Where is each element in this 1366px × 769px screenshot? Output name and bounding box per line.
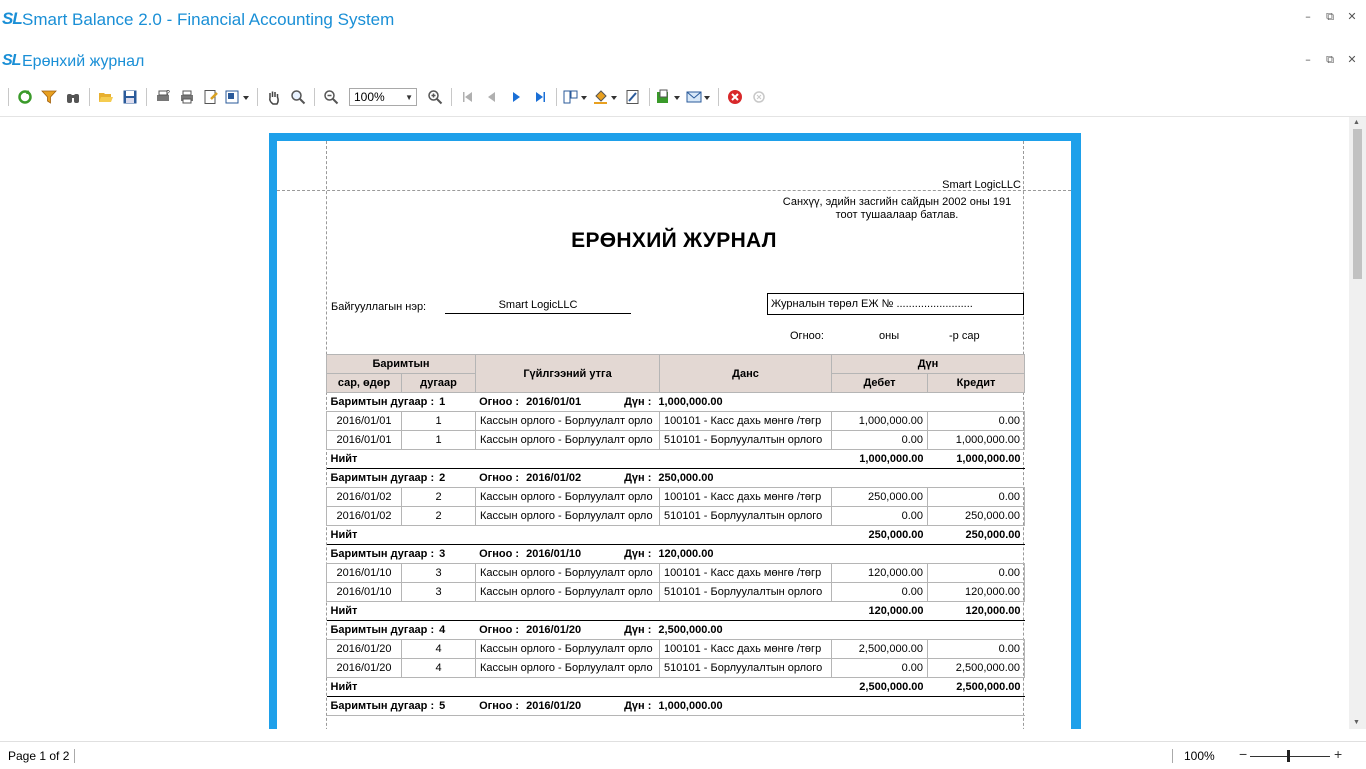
zoom-out-button[interactable] bbox=[320, 86, 342, 108]
export-button[interactable] bbox=[655, 86, 683, 108]
previous-page-icon bbox=[484, 89, 500, 105]
page-setup-icon bbox=[203, 89, 219, 105]
doc-number-label: Баримтын дугаар : bbox=[330, 472, 435, 484]
header-description: Гүйлгээний утга bbox=[476, 355, 660, 393]
page-info: Page 1 of 2 bbox=[8, 749, 70, 763]
table-row bbox=[327, 583, 1025, 602]
total-label: Нийт bbox=[327, 678, 832, 697]
cell-description: Кассын орлого - Борлуулалт орло bbox=[476, 488, 660, 507]
cell-date: 2016/01/20 bbox=[327, 659, 402, 678]
total-debit: 1,000,000.00 bbox=[832, 450, 928, 469]
zoom-level: 100% bbox=[1184, 749, 1215, 763]
document-logo: SL bbox=[2, 52, 21, 69]
group-amount-label: Дүн : bbox=[624, 548, 652, 560]
group-date-label: Огноо : bbox=[479, 700, 520, 712]
cell-number: 1 bbox=[402, 431, 476, 450]
cell-description: Кассын орлого - Борлуулалт орло bbox=[476, 564, 660, 583]
previous-page-button[interactable] bbox=[481, 86, 503, 108]
zoom-minus-icon[interactable]: − bbox=[1239, 746, 1248, 762]
regulation-line-2: тоот тушаалаар батлав. bbox=[835, 209, 959, 221]
zoom-out-icon bbox=[323, 89, 339, 105]
cell-debit: 2,500,000.00 bbox=[832, 640, 928, 659]
paint-bucket-icon bbox=[593, 89, 619, 105]
group-header-row bbox=[327, 469, 1025, 488]
journal-table bbox=[326, 354, 1025, 716]
table-row bbox=[327, 640, 1025, 659]
group-date-label: Огноо : bbox=[479, 472, 520, 484]
scroll-thumb[interactable] bbox=[1353, 129, 1362, 279]
header-amount: Дүн bbox=[832, 355, 1025, 374]
total-row bbox=[327, 602, 1025, 621]
cell-credit: 0.00 bbox=[928, 412, 1025, 431]
regulation-note bbox=[757, 196, 1037, 222]
total-debit: 2,500,000.00 bbox=[832, 678, 928, 697]
vertical-scrollbar[interactable] bbox=[1349, 117, 1366, 729]
report-title: ЕРӨНХИЙ ЖУРНАЛ bbox=[571, 229, 777, 252]
doc-number: 1 bbox=[439, 396, 446, 408]
cell-number: 4 bbox=[402, 640, 476, 659]
regulation-line-1: Санхүү, эдийн засгийн сайдын 2002 оны 191 bbox=[782, 196, 1012, 208]
header-document: Баримтын bbox=[327, 355, 476, 374]
total-debit: 120,000.00 bbox=[832, 602, 928, 621]
cell-debit: 0.00 bbox=[832, 583, 928, 602]
first-page-button[interactable] bbox=[457, 86, 479, 108]
total-label: Нийт bbox=[327, 602, 832, 621]
zoom-select[interactable] bbox=[349, 88, 417, 106]
total-debit: 250,000.00 bbox=[832, 526, 928, 545]
app-logo: SL bbox=[2, 9, 22, 28]
status-separator bbox=[1172, 749, 1173, 763]
cell-number: 4 bbox=[402, 659, 476, 678]
cell-date: 2016/01/02 bbox=[327, 488, 402, 507]
doc-number-label: Баримтын дугаар : bbox=[330, 548, 435, 560]
cell-date: 2016/01/01 bbox=[327, 431, 402, 450]
hand-icon bbox=[266, 89, 282, 105]
app-window-controls bbox=[1302, 11, 1358, 23]
toolbar-separator bbox=[451, 88, 452, 106]
cell-account: 100101 - Касс дахь мөнгө /төгр bbox=[660, 640, 832, 659]
cell-credit: 1,000,000.00 bbox=[928, 431, 1025, 450]
doc-number: 3 bbox=[439, 548, 446, 560]
close-circle-icon bbox=[727, 89, 743, 105]
group-date: 2016/01/10 bbox=[526, 548, 582, 560]
report-page bbox=[277, 141, 1071, 729]
total-row bbox=[327, 678, 1025, 697]
hand-tool-button[interactable] bbox=[263, 86, 285, 108]
group-header bbox=[327, 393, 1025, 412]
svg-text:?: ? bbox=[166, 90, 170, 97]
last-page-icon bbox=[532, 89, 548, 105]
cell-account: 100101 - Касс дахь мөнгө /төгр bbox=[660, 488, 832, 507]
stop-button[interactable] bbox=[748, 86, 770, 108]
toolbar-separator bbox=[314, 88, 315, 106]
app-title-bar bbox=[0, 0, 1366, 40]
watermark-button[interactable] bbox=[622, 86, 644, 108]
doc-number: 4 bbox=[439, 624, 446, 636]
cell-debit: 250,000.00 bbox=[832, 488, 928, 507]
total-row bbox=[327, 526, 1025, 545]
journal-type-box: Журналын төрөл ЕЖ № ......................... bbox=[767, 293, 1024, 315]
toolbar-grip bbox=[8, 88, 9, 106]
journal-body bbox=[327, 393, 1025, 716]
zoom-in-icon bbox=[427, 89, 443, 105]
doc-number-label: Баримтын дугаар : bbox=[330, 396, 435, 408]
group-header bbox=[327, 545, 1025, 564]
table-row bbox=[327, 564, 1025, 583]
doc-restore-icon[interactable]: ⧉ bbox=[1326, 53, 1334, 66]
filter-button[interactable] bbox=[38, 86, 60, 108]
group-header bbox=[327, 697, 1025, 716]
print-button[interactable] bbox=[176, 86, 198, 108]
group-amount-label: Дүн : bbox=[624, 472, 652, 484]
page-setup-button[interactable] bbox=[200, 86, 222, 108]
export-icon bbox=[656, 89, 682, 105]
cell-account: 100101 - Касс дахь мөнгө /төгр bbox=[660, 412, 832, 431]
cell-debit: 1,000,000.00 bbox=[832, 412, 928, 431]
document-title: Ерөнхий журнал bbox=[22, 53, 145, 70]
cell-account: 510101 - Борлуулалтын орлого bbox=[660, 507, 832, 526]
multiple-pages-icon bbox=[563, 89, 589, 105]
folder-open-icon bbox=[98, 89, 114, 105]
cell-description: Кассын орлого - Борлуулалт орло bbox=[476, 412, 660, 431]
zoom-slider-knob[interactable] bbox=[1287, 750, 1290, 762]
group-date: 2016/01/01 bbox=[526, 396, 582, 408]
header-credit: Кредит bbox=[928, 374, 1025, 393]
scroll-up-icon[interactable]: ▲ bbox=[1353, 119, 1360, 126]
toolbar-separator bbox=[89, 88, 90, 106]
cell-debit: 0.00 bbox=[832, 431, 928, 450]
group-header bbox=[327, 469, 1025, 488]
cell-number: 3 bbox=[402, 564, 476, 583]
group-header bbox=[327, 621, 1025, 640]
total-credit: 1,000,000.00 bbox=[928, 450, 1025, 469]
cell-date: 2016/01/01 bbox=[327, 412, 402, 431]
total-row bbox=[327, 450, 1025, 469]
group-amount: 120,000.00 bbox=[658, 548, 714, 560]
doc-number-label: Баримтын дугаар : bbox=[330, 700, 435, 712]
cell-description: Кассын орлого - Борлуулалт орло bbox=[476, 431, 660, 450]
group-amount: 1,000,000.00 bbox=[658, 700, 723, 712]
print-dialog-button[interactable] bbox=[152, 86, 174, 108]
zoom-select-value: 100% bbox=[354, 90, 385, 104]
company-header: Smart LogicLLC bbox=[942, 179, 1021, 191]
toolbar-separator bbox=[556, 88, 557, 106]
cell-credit: 0.00 bbox=[928, 488, 1025, 507]
header-date: сар, өдөр bbox=[327, 374, 402, 393]
group-date: 2016/01/20 bbox=[526, 624, 582, 636]
group-date-label: Огноо : bbox=[479, 396, 520, 408]
doc-number: 2 bbox=[439, 472, 446, 484]
page-color-button[interactable] bbox=[592, 86, 620, 108]
group-header-row bbox=[327, 545, 1025, 564]
cell-number: 2 bbox=[402, 488, 476, 507]
date-label: Огноо: bbox=[790, 330, 824, 342]
cell-description: Кассын орлого - Борлуулалт орло bbox=[476, 583, 660, 602]
group-date: 2016/01/20 bbox=[526, 700, 582, 712]
chevron-down-icon: ▼ bbox=[405, 92, 413, 102]
doc-number-label: Баримтын дугаар : bbox=[330, 624, 435, 636]
header-account: Данс bbox=[660, 355, 832, 393]
total-credit: 2,500,000.00 bbox=[928, 678, 1025, 697]
cell-account: 510101 - Борлуулалтын орлого bbox=[660, 659, 832, 678]
toolbar-separator bbox=[146, 88, 147, 106]
total-credit: 120,000.00 bbox=[928, 602, 1025, 621]
cell-account: 510101 - Борлуулалтын орлого bbox=[660, 583, 832, 602]
binoculars-icon bbox=[65, 89, 81, 105]
group-header-row bbox=[327, 621, 1025, 640]
watermark-icon bbox=[625, 89, 641, 105]
preview-toolbar bbox=[0, 84, 1366, 110]
group-date-label: Огноо : bbox=[479, 624, 520, 636]
group-date-label: Огноо : bbox=[479, 548, 520, 560]
stop-icon bbox=[751, 89, 767, 105]
scroll-down-icon[interactable]: ▼ bbox=[1353, 719, 1360, 726]
cell-debit: 120,000.00 bbox=[832, 564, 928, 583]
cell-description: Кассын орлого - Борлуулалт орло bbox=[476, 640, 660, 659]
next-page-icon bbox=[508, 89, 524, 105]
cell-description: Кассын орлого - Борлуулалт орло bbox=[476, 659, 660, 678]
save-icon bbox=[122, 89, 138, 105]
total-label: Нийт bbox=[327, 450, 832, 469]
scale-button[interactable] bbox=[224, 86, 252, 108]
find-button[interactable] bbox=[62, 86, 84, 108]
header-number: дугаар bbox=[402, 374, 476, 393]
zoom-in-button[interactable] bbox=[424, 86, 446, 108]
scale-icon bbox=[225, 89, 251, 105]
cell-account: 100101 - Касс дахь мөнгө /төгр bbox=[660, 564, 832, 583]
group-header-row bbox=[327, 393, 1025, 412]
table-row bbox=[327, 659, 1025, 678]
magnifier-button[interactable] bbox=[287, 86, 309, 108]
cell-number: 1 bbox=[402, 412, 476, 431]
send-email-button[interactable] bbox=[685, 86, 713, 108]
org-label: Байгууллагын нэр: bbox=[331, 301, 427, 313]
cell-number: 2 bbox=[402, 507, 476, 526]
magnifier-icon bbox=[290, 89, 306, 105]
print-dialog-icon bbox=[155, 89, 171, 105]
multiple-pages-button[interactable] bbox=[562, 86, 590, 108]
minimize-icon[interactable]: – bbox=[1305, 10, 1311, 23]
table-row bbox=[327, 412, 1025, 431]
org-value: Smart LogicLLC bbox=[445, 299, 631, 314]
total-label: Нийт bbox=[327, 526, 832, 545]
cell-credit: 0.00 bbox=[928, 564, 1025, 583]
status-bar bbox=[0, 741, 1366, 769]
table-row bbox=[327, 431, 1025, 450]
cell-debit: 0.00 bbox=[832, 659, 928, 678]
zoom-plus-icon[interactable]: + bbox=[1334, 746, 1343, 762]
save-button[interactable] bbox=[119, 86, 141, 108]
cell-credit: 250,000.00 bbox=[928, 507, 1025, 526]
document-window-controls bbox=[1302, 54, 1358, 66]
cell-credit: 2,500,000.00 bbox=[928, 659, 1025, 678]
first-page-icon bbox=[460, 89, 476, 105]
cell-credit: 0.00 bbox=[928, 640, 1025, 659]
date-year-suffix: оны bbox=[879, 330, 900, 342]
doc-close-icon[interactable]: ✕ bbox=[1347, 53, 1357, 66]
close-icon[interactable]: ✕ bbox=[1347, 10, 1357, 23]
cell-description: Кассын орлого - Борлуулалт орло bbox=[476, 507, 660, 526]
group-amount-label: Дүн : bbox=[624, 700, 652, 712]
refresh-button[interactable] bbox=[14, 86, 36, 108]
open-button[interactable] bbox=[95, 86, 117, 108]
close-preview-button[interactable] bbox=[724, 86, 746, 108]
toolbar-separator bbox=[649, 88, 650, 106]
cell-date: 2016/01/02 bbox=[327, 507, 402, 526]
zoom-slider-track[interactable] bbox=[1250, 756, 1330, 757]
group-amount: 2,500,000.00 bbox=[658, 624, 723, 636]
status-separator bbox=[74, 749, 75, 763]
date-month-suffix: -р сар bbox=[949, 330, 980, 342]
cell-date: 2016/01/20 bbox=[327, 640, 402, 659]
toolbar-separator bbox=[718, 88, 719, 106]
preview-area[interactable] bbox=[0, 116, 1366, 729]
cell-credit: 120,000.00 bbox=[928, 583, 1025, 602]
group-amount-label: Дүн : bbox=[624, 624, 652, 636]
total-credit: 250,000.00 bbox=[928, 526, 1025, 545]
print-icon bbox=[179, 89, 195, 105]
group-date: 2016/01/02 bbox=[526, 472, 582, 484]
next-page-button[interactable] bbox=[505, 86, 527, 108]
cell-date: 2016/01/10 bbox=[327, 583, 402, 602]
cell-debit: 0.00 bbox=[832, 507, 928, 526]
cell-number: 3 bbox=[402, 583, 476, 602]
document-title-bar bbox=[0, 44, 1366, 78]
group-header-row bbox=[327, 697, 1025, 716]
cell-date: 2016/01/10 bbox=[327, 564, 402, 583]
table-row bbox=[327, 488, 1025, 507]
group-amount-label: Дүн : bbox=[624, 396, 652, 408]
doc-number: 5 bbox=[439, 700, 446, 712]
restore-icon[interactable]: ⧉ bbox=[1326, 10, 1334, 23]
doc-minimize-icon[interactable]: – bbox=[1305, 53, 1311, 66]
page-frame bbox=[269, 133, 1081, 729]
group-amount: 250,000.00 bbox=[658, 472, 714, 484]
toolbar-separator bbox=[257, 88, 258, 106]
header-debit: Дебет bbox=[832, 374, 928, 393]
cell-account: 510101 - Борлуулалтын орлого bbox=[660, 431, 832, 450]
filter-icon bbox=[41, 89, 57, 105]
app-title: Smart Balance 2.0 - Financial Accounting System bbox=[22, 10, 395, 29]
group-amount: 1,000,000.00 bbox=[658, 396, 723, 408]
table-row bbox=[327, 507, 1025, 526]
email-icon bbox=[686, 89, 712, 105]
refresh-icon bbox=[17, 89, 33, 105]
last-page-button[interactable] bbox=[529, 86, 551, 108]
